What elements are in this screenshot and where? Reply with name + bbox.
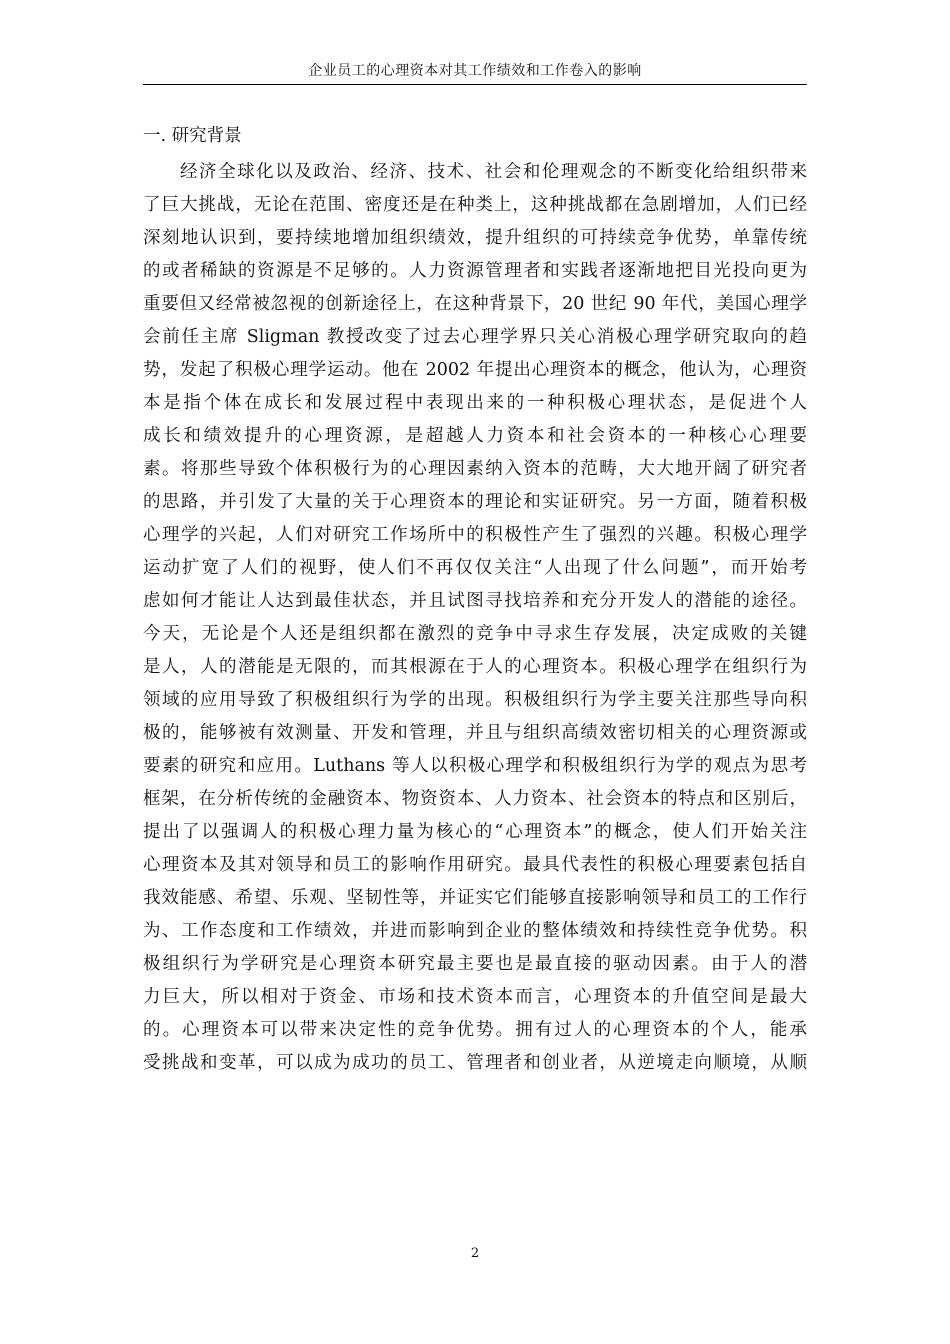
paragraph-line: 是人，人的潜能是无限的，而其根源在于人的心理资本。积极心理学在组织行为	[143, 657, 807, 677]
paragraph-line: 了巨大挑战，无论在范围、密度还是在种类上，这种挑战都在急剧增加，人们已经	[143, 195, 807, 215]
paragraph-line: 心理学的兴起，人们对研究工作场所中的积极性产生了强烈的兴趣。积极心理学	[143, 525, 807, 545]
paragraph-line: 素。将那些导致个体积极行为的心理因素纳入资本的范畴，大大地开阔了研究者	[143, 459, 807, 479]
paragraph-line: 极组织行为学研究是心理资本研究最主要也是最直接的驱动因素。由于人的潜	[143, 954, 807, 974]
paragraph-line: 运动扩宽了人们的视野，使人们不再仅仅关注“人出现了什么问题”，而开始考	[143, 558, 807, 578]
paragraph-line: 领域的应用导致了积极组织行为学的出现。积极组织行为学主要关注那些导向积	[143, 690, 807, 710]
paragraph-line: 极的，能够被有效测量、开发和管理，并且与组织高绩效密切相关的心理资源或	[143, 723, 807, 743]
paragraph-line: 力巨大，所以相对于资金、市场和技术资本而言，心理资本的升值空间是最大	[143, 987, 807, 1007]
paragraph-line: 成长和绩效提升的心理资源，是超越人力资本和社会资本的一种核心心理要	[143, 426, 807, 446]
paragraph-line: 深刻地认识到，要持续地增加组织绩效，提升组织的可持续竞争优势，单靠传统	[143, 228, 807, 248]
paragraph-line: 我效能感、希望、乐观、坚韧性等，并证实它们能够直接影响领导和员工的工作行	[143, 888, 807, 908]
paragraph-line: 要素的研究和应用。Luthans 等人以积极心理学和积极组织行为学的观点为思考	[143, 756, 807, 776]
paragraph-line: 经济全球化以及政治、经济、技术、社会和伦理观念的不断变化给组织带来	[180, 162, 807, 182]
paragraph-line: 今天，无论是个人还是组织都在激烈的竞争中寻求生存发展，决定成败的关键	[143, 624, 807, 644]
paragraph-line: 本是指个体在成长和发展过程中表现出来的一种积极心理状态，是促进个人	[143, 393, 807, 413]
paragraph-line: 会前任主席 Sligman 教授改变了过去心理学界只关心消极心理学研究取向的趋	[143, 327, 807, 347]
paragraph-line: 受挑战和变革，可以成为成功的员工、管理者和创业者，从逆境走向顺境，从顺	[143, 1053, 807, 1073]
header-rule	[143, 84, 807, 85]
section-heading: 一. 研究背景	[143, 126, 242, 146]
running-header-title: 企业员工的心理资本对其工作绩效和工作卷入的影响	[308, 63, 642, 79]
paragraph-line: 的。心理资本可以带来决定性的竞争优势。拥有过人的心理资本的个人，能承	[143, 1020, 807, 1040]
page-number: 2	[470, 1246, 480, 1261]
paragraph-line: 虑如何才能让人达到最佳状态，并且试图寻找培养和充分开发人的潜能的途径。	[143, 591, 807, 611]
paragraph-line: 提出了以强调人的积极心理力量为核心的“心理资本”的概念，使人们开始关注	[143, 822, 807, 842]
paragraph-line: 的或者稀缺的资源是不足够的。人力资源管理者和实践者逐渐地把目光投向更为	[143, 261, 807, 281]
paragraph-line: 重要但又经常被忽视的创新途径上，在这种背景下，20 世纪 90 年代，美国心理学	[143, 294, 807, 314]
paragraph-line: 为、工作态度和工作绩效，并进而影响到企业的整体绩效和持续性竞争优势。积	[143, 921, 807, 941]
body-paragraph	[143, 156, 807, 1080]
paragraph-line: 的思路，并引发了大量的关于心理资本的理论和实证研究。另一方面，随着积极	[143, 492, 807, 512]
paragraph-line: 框架，在分析传统的金融资本、物资资本、人力资本、社会资本的特点和区别后，	[143, 789, 807, 809]
paragraph-line: 势，发起了积极心理学运动。他在 2002 年提出心理资本的概念，他认为，心理资	[143, 360, 807, 380]
paragraph-line: 心理资本及其对领导和员工的影响作用研究。最具代表性的积极心理要素包括自	[143, 855, 807, 875]
